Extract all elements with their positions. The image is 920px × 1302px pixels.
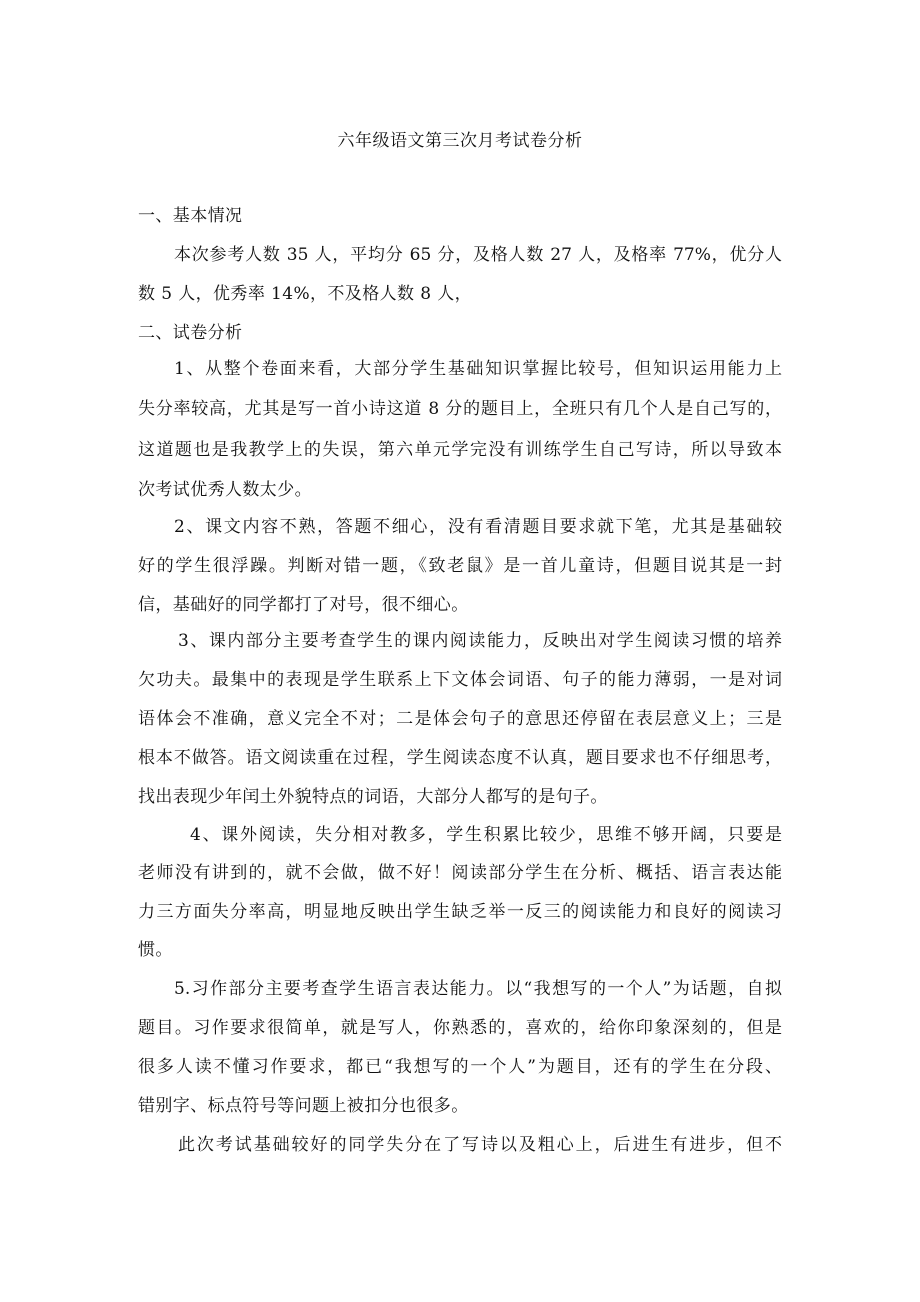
section-heading-basic-info: 一、基本情况 <box>138 206 243 226</box>
paragraph-line: 老师没有讲到的，就不会做，做不好！阅读部分学生在分析、概括、语言表达能 <box>138 863 782 883</box>
document-title: 六年级语文第三次月考试卷分析 <box>337 131 583 151</box>
paragraph-line: 5.习作部分主要考查学生语言表达能力。以“我想写的一个人”为话题，自拟 <box>174 979 782 999</box>
paragraph-line: 欠功夫。最集中的表现是学生联系上下文体会词语、句子的能力薄弱，一是对词 <box>138 670 782 690</box>
paragraph-line: 题目。习作要求很简单，就是写人，你熟悉的，喜欢的，给你印象深刻的，但是 <box>138 1018 782 1038</box>
paragraph-line: 语体会不准确，意义完全不对；二是体会句子的意思还停留在表层意义上；三是 <box>138 709 782 729</box>
paragraph-line: 很多人读不懂习作要求，都已“我想写的一个人”为题目，还有的学生在分段、 <box>138 1057 782 1077</box>
paragraph-line: 4、课外阅读，失分相对教多，学生积累比较少，思维不够开阔，只要是 <box>190 825 782 845</box>
paragraph-line: 3、课内部分主要考查学生的课内阅读能力，反映出对学生阅读习惯的培养 <box>178 631 782 651</box>
paragraph-line: 2、课文内容不熟，答题不细心，没有看清题目要求就下笔，尤其是基础较 <box>174 517 782 537</box>
paragraph-line: 力三方面失分率高，明显地反映出学生缺乏举一反三的阅读能力和良好的阅读习 <box>138 902 782 922</box>
paragraph-line: 次考试优秀人数太少。 <box>138 480 312 500</box>
paragraph-line: 根本不做答。语文阅读重在过程，学生阅读态度不认真，题目要求也不仔细思考， <box>138 748 782 768</box>
paragraph-line: 找出表现少年闰土外貌特点的词语，大部分人都写的是句子。 <box>138 787 608 807</box>
paragraph-line: 此次考试基础较好的同学失分在了写诗以及粗心上，后进生有进步，但不 <box>178 1135 782 1155</box>
paragraph-line: 惯。 <box>138 940 173 960</box>
paragraph-line: 信，基础好的同学都打了对号，很不细心。 <box>138 595 469 615</box>
paragraph-line: 本次参考人数 35 人，平均分 65 分，及格人数 27 人，及格率 77%，优分人 <box>174 245 782 265</box>
paragraph-line: 错别字、标点符号等问题上被扣分也很多。 <box>138 1096 469 1116</box>
paragraph-line: 失分率较高，尤其是写一首小诗这道 8 分的题目上，全班只有几个人是自己写的， <box>138 399 782 419</box>
paragraph-line: 数 5 人，优秀率 14%，不及格人数 8 人， <box>138 284 473 304</box>
paragraph-line: 1、从整个卷面来看，大部分学生基础知识掌握比较号，但知识运用能力上 <box>174 359 782 379</box>
paragraph-line: 好的学生很浮躁。判断对错一题，《致老鼠》是一首儿童诗，但题目说其是一封 <box>138 556 782 576</box>
paragraph-line: 这道题也是我教学上的失误，第六单元学完没有训练学生自己写诗，所以导致本 <box>138 440 782 460</box>
section-heading-paper-analysis: 二、试卷分析 <box>138 323 243 343</box>
